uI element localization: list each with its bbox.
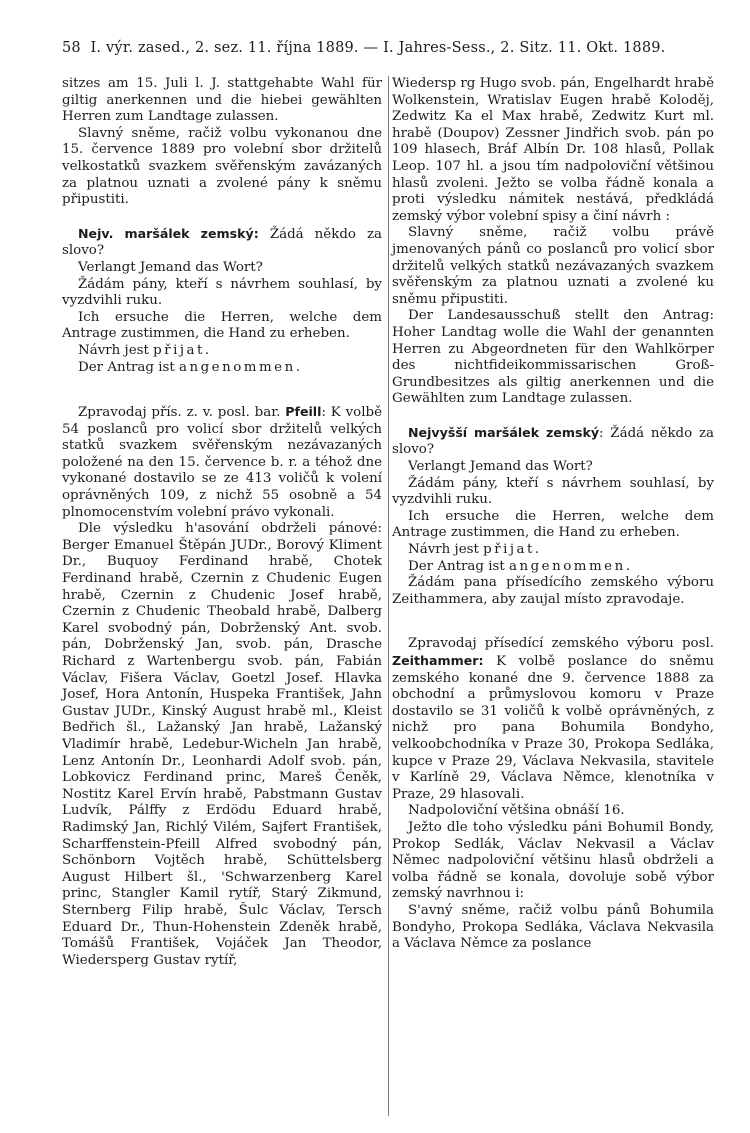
column-divider bbox=[388, 76, 389, 1116]
speaker-name: Pfeill bbox=[285, 404, 322, 420]
speaker-paragraph bbox=[392, 425, 714, 459]
paragraph: Slavný sněme, račiž volbu vykonanou dne 15. července 1889 pro volební sbor držitelů velkostatků svazkem svěřenským zavázaných za platnou uznati a zvolené pány k sněmu připustiti. bbox=[62, 125, 382, 208]
paragraph: Ich ersuche die Herren, welche dem Antrage zustimmen, die Hand zu erheben. bbox=[62, 309, 382, 342]
paragraph-text: Hoher Landtag wolle die Wahl der genannten Herren zu Abgeordneten für den Wahlkörper des nichtfideikommissarischen Groß-Grundbesitzes als giltig anerkennen und die Gewählten zum Landtage zulassen. bbox=[392, 324, 714, 407]
speaker-name: Nejv. maršálek zemský: bbox=[78, 225, 259, 241]
paragraph-text: : Žádá někdo za slovo? bbox=[392, 425, 714, 458]
speaker-paragraph bbox=[62, 226, 382, 260]
paragraph-text: Návrh jest bbox=[78, 342, 154, 358]
paragraph: Wiedersp rg Hugo svob. pán, Engelhardt hrabě Wolkenstein, Wratislav Eugen hrabě Koloděj, Zedwitz Ka el Max hrabě, Zedwitz Kurt ml. hrabě (Doupov) Zessner Jindřich svob. pán po 109 hlasech, Bráf Albín Dr. 108 hlasů, Pollak Leop. 107 hl. a jsou tím nadpoloviční většinou hlasů zvoleni. Ježto se volba řádně konala a proti výsledku námitek nestává, předkládá zemský výbor volební spisy a činí návrh : bbox=[392, 76, 714, 224]
paragraph-text: : K volbě 54 poslanců pro volicí sbor držitelů velkých statků svazkem svěřenským nezávazaných položené na den 15. července b. r. a téhož dne vykonané dostavilo se ze 413 voličů k volení oprávněných 109, z nichž 55 osobně a 54 plnomocenstvím volební právo vykonali. bbox=[62, 405, 382, 520]
right-column bbox=[392, 76, 714, 953]
speaker-paragraph bbox=[62, 404, 382, 521]
paragraph: S'avný sněme, račiž volbu pánů Bohumila Bondyho, Prokopa Sedláka, Václava Nekvasila a Václava Němce za poslance bbox=[392, 902, 714, 952]
paragraph bbox=[392, 542, 714, 559]
paragraph bbox=[392, 559, 714, 576]
paragraph: sitzes am 15. Juli l. J. stattgehabte Wahl für giltig anerkennen und die hiebei gewählten Herren zum Landtage zulassen. bbox=[62, 76, 382, 125]
paragraph: Dle výsledku h'asování obdrželi pánové: Berger Emanuel Štěpán JUDr., Borový Kliment Dr., Buquoy Ferdinand hrabě, Chotek Ferdinand hrabě, Czernin z Chudenic Eugen hrabě, Czernin z Chudenic Josef hrabě, Czernin z Chudenic Theobald hrabě, Dalberg Karel svobodný pán, Dobrženský Ant. svob. pán, Dobrženský Jan, svob. pán, Drasche Richard z Wartenbergu svob. pán, Fabián Václav, Fišera Václav, Goetzl Josef. Hlavka Josef, Hora Antonín, Huspeka František, Jahn Gustav JUDr., Kinský August hrabě ml., Kleist Bedřich šl., Lažanský Jan hrabě, Lažanský Vladimír hrabě, Ledebur-Wicheln Jan hrabě, Lenz Antonín Dr., Leonhardi Adolf svob. pán, Lobkovicz Ferdinand princ, Mareš Čeněk, Nostitz Karel Ervín hrabě, Pabstmann Gustav Ludvík, Pálffy z Erdödu Eduard hrabě, Radimský Jan, Richlý Vilém, Sajfert František, Scharffenstein-Pfeill Alfred svobodný pán, Schönborn Vojtěch hrabě, Schüttelsberg August Hilbert šl., 'Schwarzenberg Karel princ, Stangler Kamil rytíř, Starý Zikmund, Sternberg Filip hrabě, Šulc Václav, Tersch Eduard Dr., Thun-Hohenstein Zdeněk hrabě, Tomášů František, Vojáček Jan Theodor, Wiedersperg Gustav rytíř, bbox=[62, 521, 382, 968]
paragraph-text: Žádá někdo za slovo? bbox=[62, 226, 383, 259]
paragraph bbox=[62, 343, 382, 360]
paragraph-text: Zpravodaj přísedící zemského výboru posl. bbox=[408, 636, 714, 652]
paragraph: Nadpoloviční většina obnáší 16. bbox=[408, 803, 625, 819]
paragraph-text: Zpravodaj přís. z. v. posl. bar. bbox=[78, 405, 286, 421]
spaced-text: angenommen. bbox=[179, 359, 303, 375]
spaced-text: přijat. bbox=[483, 542, 542, 558]
spaced-text: přijat. bbox=[153, 342, 212, 358]
paragraph-text: K volbě poslance do sněmu zemského konané dne 9. července 1888 za obchodní a průmyslovou komoru v Praze dostavilo se 31 voličů k volbě oprávněných, z nichž pro pana Bohumila Bondyho, velkoobchodníka v Praze 30, Prokopa Sedláka, kupce v Praze 29, Václava Nekvasila, stavitele v Karlíně 29, Václava Němce, klenotníka v Praze, 29 hlasovali. bbox=[392, 654, 714, 802]
running-title: I. výr. zased., 2. sez. 11. října 1889. — I. Jahres-Sess., 2. Sitz. 11. Okt. 1889. bbox=[90, 40, 666, 56]
speaker-name: Zeithammer: bbox=[392, 653, 484, 668]
paragraph bbox=[62, 360, 382, 377]
paragraph: Verlangt Jemand das Wort? bbox=[78, 259, 263, 275]
paragraph: Žádám pány, kteří s návrhem souhlasí, by vyzdvihli ruku. bbox=[62, 276, 382, 309]
paragraph-text: Der Landesausschuß stellt den Antrag: bbox=[408, 308, 714, 324]
paragraph: Slavný sněme, račiž volbu právě jmenovaných pánů co poslanců pro volicí sbor držitelů velkých statků nezávazaných svazkem svěřenským za platnou uznati a zvolené ku sněmu připustiti. bbox=[392, 225, 714, 307]
paragraph: Verlangt Jemand das Wort? bbox=[408, 459, 593, 475]
page-number: 58 bbox=[62, 40, 81, 56]
paragraph: Žádám pány, kteří s návrhem souhlasí, by vyzdvihli ruku. bbox=[392, 475, 714, 508]
spaced-text: angenommen. bbox=[509, 558, 633, 574]
paragraph: Ježto dle toho výsledku páni Bohumil Bondy, Prokop Sedlák, Václav Nekvasil a Václav Němec nadpoloviční většinu hlasů obdrželi a volba řádně se konala, dovoluje sobě výbor zemský navrhnou i: bbox=[392, 819, 714, 902]
paragraph-text: Der Antrag ist bbox=[408, 558, 509, 574]
speaker-paragraph bbox=[392, 636, 714, 803]
speaker-name: Nejvyšší maršálek zemský bbox=[408, 424, 600, 440]
paragraph: Žádám pana přísedícího zemského výboru Zeithammera, aby zaujal místo zpravodaje. bbox=[392, 575, 714, 607]
paragraph-text: Der Antrag ist bbox=[78, 359, 179, 375]
paragraph-text: Návrh jest bbox=[408, 542, 484, 558]
paragraph bbox=[392, 308, 714, 408]
left-column bbox=[62, 76, 382, 969]
paragraph: Ich ersuche die Herren, welche dem Antrage zustimmen, die Hand zu erheben. bbox=[392, 508, 714, 541]
page-header bbox=[62, 40, 702, 56]
